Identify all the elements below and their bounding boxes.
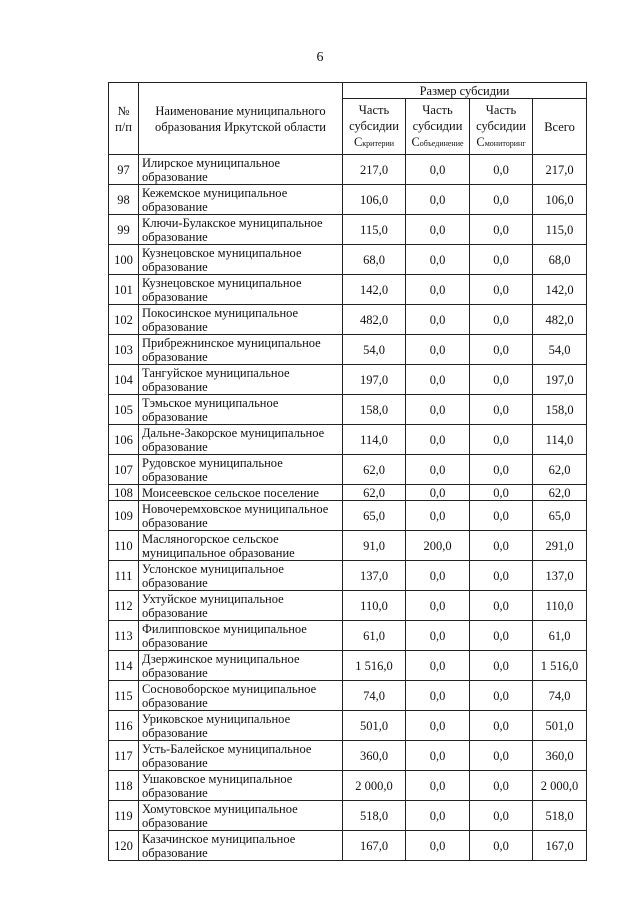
table-row [109,335,587,365]
row-part-monitoring: 0,0 [470,651,533,681]
table-row [109,561,587,591]
name-line: образование [142,815,208,830]
row-part-monitoring: 0,0 [470,305,533,335]
table-row [109,155,587,185]
row-part-union: 0,0 [406,681,470,711]
row-total: 68,0 [533,245,587,275]
name-line: Казачинское муниципальное [142,831,296,846]
row-part-monitoring: 0,0 [470,185,533,215]
row-part-criteria: 2 000,0 [343,771,406,801]
row-municipality-name [139,561,343,591]
name-line: Ухтуйское муниципальное [142,591,284,606]
row-part-monitoring: 0,0 [470,801,533,831]
row-number: 98 [109,185,139,215]
table-row [109,365,587,395]
row-part-criteria: 106,0 [343,185,406,215]
row-total: 115,0 [533,215,587,245]
row-municipality-name [139,651,343,681]
header-number: № п/п [109,83,139,155]
row-municipality-name [139,455,343,485]
table-row [109,485,587,501]
row-part-union: 0,0 [406,395,470,425]
header-subsidy-group: Размер субсидии [343,83,587,99]
row-part-criteria: 360,0 [343,741,406,771]
row-part-monitoring: 0,0 [470,425,533,455]
table-row [109,275,587,305]
row-part-criteria: 68,0 [343,245,406,275]
row-number: 100 [109,245,139,275]
table-row [109,455,587,485]
row-municipality-name [139,245,343,275]
name-line: образование [142,785,208,800]
row-part-criteria: 91,0 [343,531,406,561]
table-row [109,245,587,275]
table-row [109,305,587,335]
row-total: 62,0 [533,455,587,485]
row-number: 110 [109,531,139,561]
row-total: 142,0 [533,275,587,305]
name-line: образование [142,259,208,274]
row-number: 99 [109,215,139,245]
row-total: 61,0 [533,621,587,651]
row-number: 111 [109,561,139,591]
row-part-monitoring: 0,0 [470,531,533,561]
name-line: образование [142,229,208,244]
name-line: образование [142,319,208,334]
name-line: Масляногорское сельское [142,531,279,546]
name-line: Илирское муниципальное [142,155,281,170]
row-part-union: 0,0 [406,455,470,485]
name-line: образование [142,635,208,650]
row-municipality-name [139,485,343,501]
row-part-monitoring: 0,0 [470,771,533,801]
row-part-criteria: 137,0 [343,561,406,591]
row-number: 107 [109,455,139,485]
row-municipality-name [139,801,343,831]
row-part-monitoring: 0,0 [470,335,533,365]
name-line: образование [142,469,208,484]
row-total: 501,0 [533,711,587,741]
row-part-monitoring: 0,0 [470,711,533,741]
name-line: Хомутовское муниципальное [142,801,298,816]
row-municipality-name [139,155,343,185]
table-row [109,591,587,621]
header-total: Всего [533,99,587,155]
row-part-monitoring: 0,0 [470,365,533,395]
row-municipality-name [139,681,343,711]
row-part-criteria: 482,0 [343,305,406,335]
row-part-union: 0,0 [406,651,470,681]
row-number: 97 [109,155,139,185]
row-part-monitoring: 0,0 [470,591,533,621]
row-part-union: 0,0 [406,425,470,455]
row-municipality-name [139,185,343,215]
row-part-monitoring: 0,0 [470,485,533,501]
row-number: 115 [109,681,139,711]
row-municipality-name [139,365,343,395]
page-number: 6 [316,50,324,65]
name-line: образование [142,695,208,710]
name-line: Уриковское муниципальное [142,711,291,726]
header-part-criteria: Часть субсидии Скритерии [343,99,406,155]
row-part-criteria: 65,0 [343,501,406,531]
row-total: 1 516,0 [533,651,587,681]
row-part-criteria: 54,0 [343,335,406,365]
row-part-monitoring: 0,0 [470,455,533,485]
row-part-criteria: 114,0 [343,425,406,455]
row-part-union: 0,0 [406,485,470,501]
header-part-union: Часть субсидии Собъединение [406,99,470,155]
table-row [109,681,587,711]
row-part-monitoring: 0,0 [470,561,533,591]
subsidy-table [108,82,587,861]
name-line: Покосинское муниципальное [142,305,299,320]
table-row [109,651,587,681]
name-line: Дальне-Закорское муниципальное [142,425,325,440]
row-part-monitoring: 0,0 [470,155,533,185]
row-part-union: 200,0 [406,531,470,561]
table-row [109,801,587,831]
row-part-union: 0,0 [406,561,470,591]
row-part-union: 0,0 [406,275,470,305]
row-part-union: 0,0 [406,245,470,275]
name-line: образование [142,845,208,860]
row-part-monitoring: 0,0 [470,741,533,771]
row-part-criteria: 197,0 [343,365,406,395]
table-row [109,395,587,425]
row-number: 120 [109,831,139,861]
row-total: 110,0 [533,591,587,621]
row-number: 106 [109,425,139,455]
name-line: Сосновоборское муниципальное [142,681,317,696]
row-number: 117 [109,741,139,771]
row-municipality-name [139,395,343,425]
name-line: Кежемское муниципальное [142,185,288,200]
table-row [109,531,587,561]
row-part-criteria: 1 516,0 [343,651,406,681]
name-line: образование [142,605,208,620]
row-part-monitoring: 0,0 [470,395,533,425]
row-municipality-name [139,591,343,621]
row-total: 518,0 [533,801,587,831]
row-total: 360,0 [533,741,587,771]
name-line: Рудовское муниципальное [142,455,283,470]
row-number: 118 [109,771,139,801]
row-total: 114,0 [533,425,587,455]
row-municipality-name [139,831,343,861]
row-part-union: 0,0 [406,591,470,621]
row-part-union: 0,0 [406,365,470,395]
row-municipality-name [139,621,343,651]
row-part-monitoring: 0,0 [470,681,533,711]
row-part-criteria: 62,0 [343,485,406,501]
row-number: 103 [109,335,139,365]
row-part-criteria: 142,0 [343,275,406,305]
row-number: 113 [109,621,139,651]
row-municipality-name [139,531,343,561]
row-part-union: 0,0 [406,801,470,831]
name-line: Моисеевское сельское поселение [142,485,319,500]
table-body [109,155,587,861]
row-part-criteria: 61,0 [343,621,406,651]
row-total: 65,0 [533,501,587,531]
row-total: 158,0 [533,395,587,425]
row-part-monitoring: 0,0 [470,621,533,651]
row-part-union: 0,0 [406,305,470,335]
row-municipality-name [139,335,343,365]
row-municipality-name [139,771,343,801]
table-row [109,741,587,771]
row-part-union: 0,0 [406,335,470,365]
row-total: 106,0 [533,185,587,215]
row-number: 108 [109,485,139,501]
row-part-criteria: 518,0 [343,801,406,831]
table-header [109,83,587,155]
name-line: образование [142,349,208,364]
row-part-union: 0,0 [406,155,470,185]
name-line: образование [142,409,208,424]
name-line: образование [142,725,208,740]
name-line: образование [142,289,208,304]
row-part-union: 0,0 [406,185,470,215]
name-line: образование [142,439,208,454]
row-part-monitoring: 0,0 [470,215,533,245]
header-name: Наименование муниципального образования Иркутской области [139,83,343,155]
table-row [109,425,587,455]
row-part-union: 0,0 [406,215,470,245]
name-line: образование [142,199,208,214]
name-line: образование [142,665,208,680]
name-line: образование [142,575,208,590]
row-part-criteria: 62,0 [343,455,406,485]
table-row [109,501,587,531]
row-number: 116 [109,711,139,741]
name-line: образование [142,515,208,530]
row-part-criteria: 167,0 [343,831,406,861]
name-line: Услонское муниципальное [142,561,284,576]
row-municipality-name [139,741,343,771]
name-line: Ушаковское муниципальное [142,771,293,786]
row-municipality-name [139,305,343,335]
row-total: 167,0 [533,831,587,861]
row-total: 137,0 [533,561,587,591]
name-line: Усть-Балейское муниципальное [142,741,312,756]
name-line: Филипповское муниципальное [142,621,307,636]
name-line: Кузнецовское муниципальное [142,275,302,290]
row-part-criteria: 115,0 [343,215,406,245]
row-total: 482,0 [533,305,587,335]
row-municipality-name [139,215,343,245]
table-row [109,621,587,651]
row-total: 291,0 [533,531,587,561]
table-row [109,831,587,861]
table-row [109,711,587,741]
row-municipality-name [139,275,343,305]
row-number: 105 [109,395,139,425]
row-number: 114 [109,651,139,681]
row-part-monitoring: 0,0 [470,501,533,531]
row-municipality-name [139,501,343,531]
name-line: Дзержинское муниципальное [142,651,300,666]
name-line: Ключи-Булакское муниципальное [142,215,323,230]
table-row [109,215,587,245]
row-part-criteria: 110,0 [343,591,406,621]
row-number: 104 [109,365,139,395]
row-part-union: 0,0 [406,771,470,801]
row-municipality-name [139,425,343,455]
row-part-union: 0,0 [406,711,470,741]
row-part-criteria: 74,0 [343,681,406,711]
row-part-criteria: 158,0 [343,395,406,425]
row-part-union: 0,0 [406,831,470,861]
row-number: 109 [109,501,139,531]
row-part-monitoring: 0,0 [470,275,533,305]
row-total: 217,0 [533,155,587,185]
table-row [109,185,587,215]
row-total: 197,0 [533,365,587,395]
row-part-union: 0,0 [406,621,470,651]
row-total: 62,0 [533,485,587,501]
name-line: Новочеремховское муниципальное [142,501,329,516]
name-line: образование [142,169,208,184]
name-line: Прибрежнинское муниципальное [142,335,321,350]
name-line: Тангуйское муниципальное [142,365,290,380]
row-part-union: 0,0 [406,501,470,531]
name-line: муниципальное образование [142,545,295,560]
row-total: 74,0 [533,681,587,711]
row-number: 112 [109,591,139,621]
row-number: 102 [109,305,139,335]
name-line: Тэмьское муниципальное [142,395,279,410]
header-part-monitoring: Часть субсидии Смониторинг [470,99,533,155]
table-row [109,771,587,801]
row-municipality-name [139,711,343,741]
row-number: 119 [109,801,139,831]
row-number: 101 [109,275,139,305]
row-total: 2 000,0 [533,771,587,801]
row-part-union: 0,0 [406,741,470,771]
row-total: 54,0 [533,335,587,365]
row-part-monitoring: 0,0 [470,831,533,861]
name-line: образование [142,755,208,770]
row-part-criteria: 217,0 [343,155,406,185]
row-part-monitoring: 0,0 [470,245,533,275]
row-part-criteria: 501,0 [343,711,406,741]
name-line: Кузнецовское муниципальное [142,245,302,260]
name-line: образование [142,379,208,394]
